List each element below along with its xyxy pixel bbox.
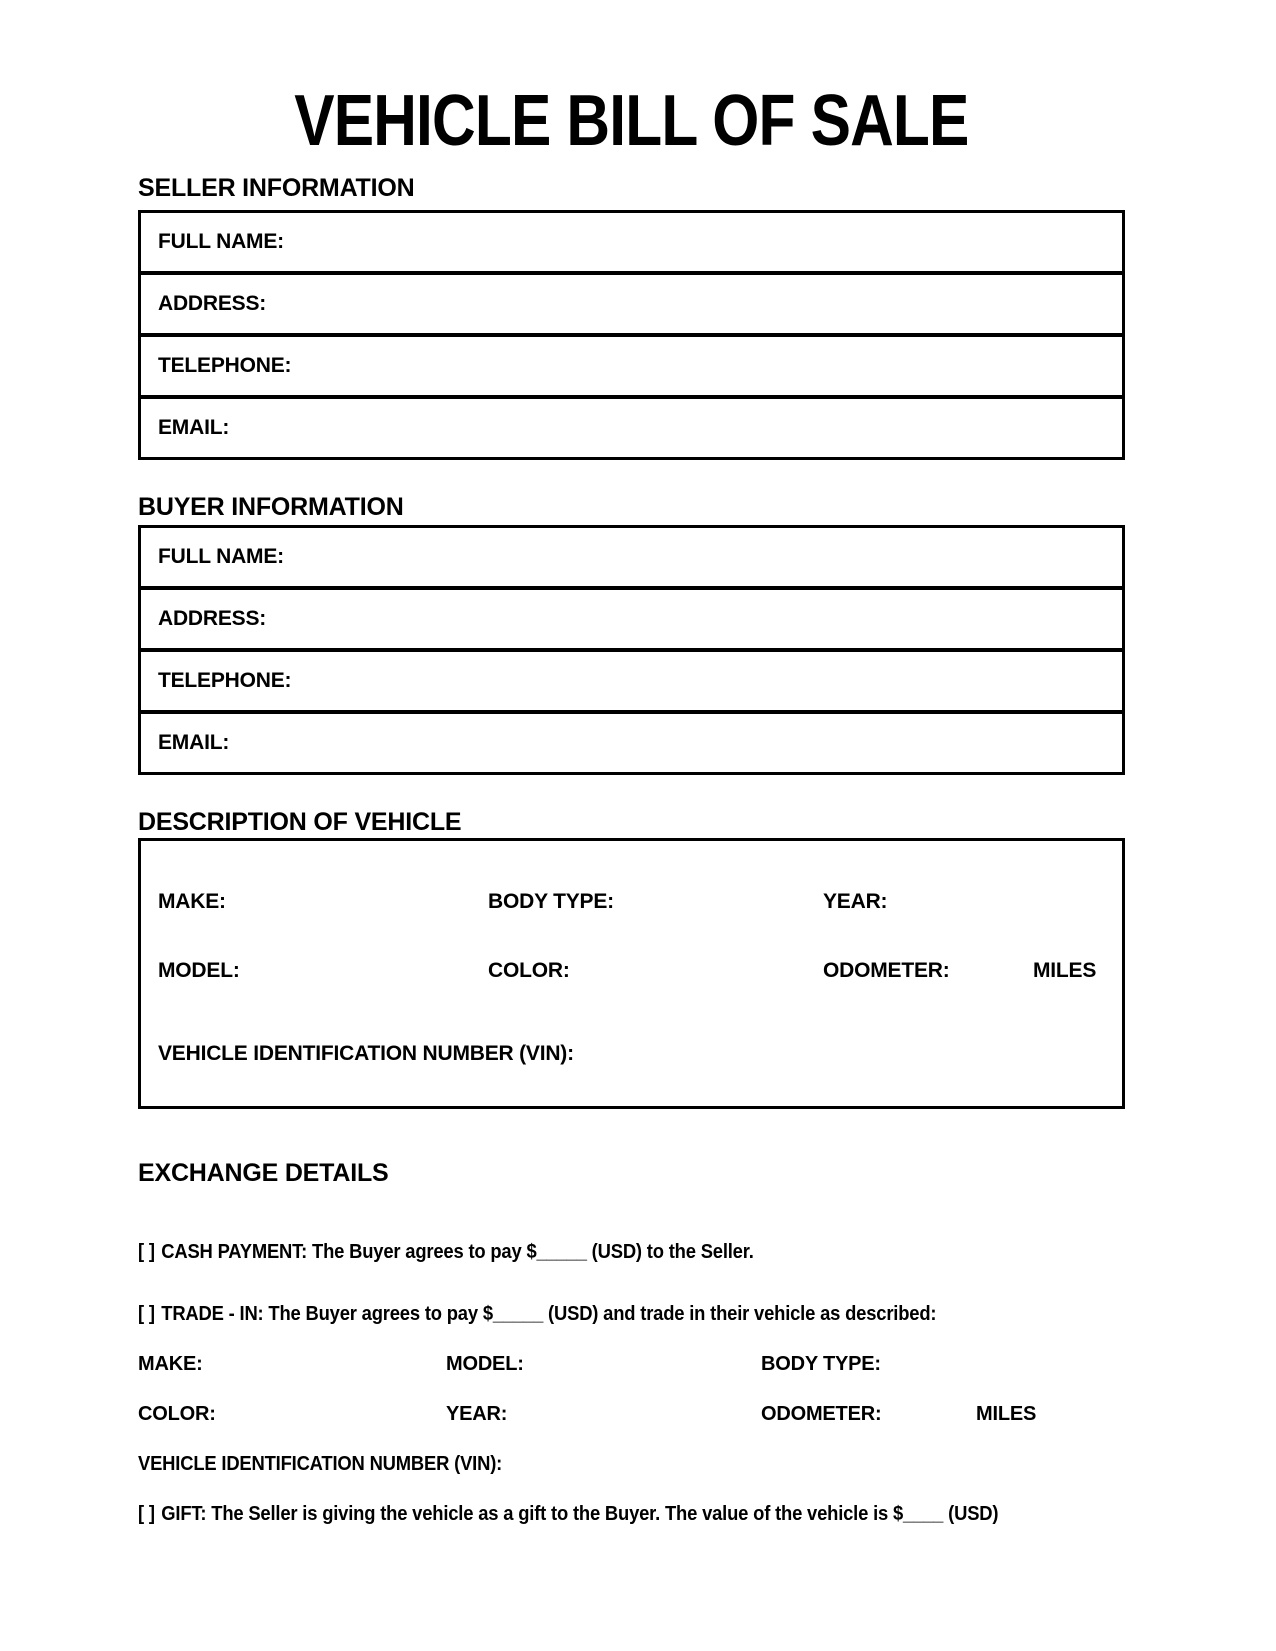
trade-make-field[interactable] xyxy=(138,1352,446,1376)
trade-model-field[interactable] xyxy=(446,1352,761,1376)
trade-vin-field[interactable] xyxy=(138,1452,1125,1476)
email-label: EMAIL: xyxy=(158,416,230,439)
full-name-label: FULL NAME: xyxy=(158,230,284,253)
year-label: YEAR: xyxy=(446,1403,508,1425)
seller-fields-box xyxy=(138,210,1125,460)
vehicle-row1-spacer xyxy=(1033,890,1122,914)
year-label: YEAR: xyxy=(823,890,888,913)
buyer-address-field[interactable] xyxy=(138,587,1125,651)
telephone-value[interactable] xyxy=(291,652,1122,710)
telephone-label: TELEPHONE: xyxy=(158,354,292,377)
gift-option xyxy=(138,1502,1125,1526)
seller-address-field[interactable] xyxy=(138,272,1125,336)
seller-section-heading: SELLER INFORMATION xyxy=(138,174,415,202)
buyer-email-field[interactable] xyxy=(138,711,1125,775)
trade-in-option xyxy=(138,1302,1125,1326)
address-label: ADDRESS: xyxy=(158,607,267,630)
vehicle-odometer-field[interactable] xyxy=(823,959,1033,983)
buyer-telephone-field[interactable] xyxy=(138,649,1125,713)
full-name-label: FULL NAME: xyxy=(158,545,284,568)
full-name-value[interactable] xyxy=(284,528,1122,586)
trade-vehicle-row-1 xyxy=(138,1352,1125,1376)
seller-email-field[interactable] xyxy=(138,396,1125,460)
cash-payment-checkbox[interactable]: [ ] xyxy=(138,1241,155,1263)
vin-label: VEHICLE IDENTIFICATION NUMBER (VIN): xyxy=(158,1042,574,1065)
trade-year-field[interactable] xyxy=(446,1402,761,1426)
model-label: MODEL: xyxy=(446,1353,524,1375)
vehicle-row-1 xyxy=(158,890,1122,914)
gift-text: GIFT: The Seller is giving the vehicle as a gift to the Buyer. The value of the vehicle is $____ (USD) xyxy=(161,1503,999,1525)
cash-payment-option xyxy=(138,1240,1125,1264)
vehicle-make-field[interactable] xyxy=(158,890,488,914)
vehicle-vin-field[interactable] xyxy=(158,1042,1122,1068)
address-value[interactable] xyxy=(266,275,1122,333)
document-body xyxy=(138,0,1125,1651)
trade-body-type-field[interactable] xyxy=(761,1352,976,1376)
vehicle-model-field[interactable] xyxy=(158,959,488,983)
buyer-fields-box xyxy=(138,525,1125,775)
trade-in-text: TRADE - IN: The Buyer agrees to pay $_____ (USD) and trade in their vehicle as described: xyxy=(161,1303,937,1325)
color-label: COLOR: xyxy=(138,1403,216,1425)
full-name-value[interactable] xyxy=(284,213,1122,271)
trade-vehicle-row-2 xyxy=(138,1402,1125,1426)
trade-miles-label xyxy=(976,1402,1125,1426)
email-label: EMAIL: xyxy=(158,731,230,754)
email-value[interactable] xyxy=(229,399,1122,457)
telephone-value[interactable] xyxy=(291,337,1122,395)
email-value[interactable] xyxy=(229,714,1122,772)
exchange-section-heading: EXCHANGE DETAILS xyxy=(138,1159,389,1187)
address-value[interactable] xyxy=(266,590,1122,648)
vehicle-body-type-field[interactable] xyxy=(488,890,823,914)
vin-label: VEHICLE IDENTIFICATION NUMBER (VIN): xyxy=(138,1453,503,1475)
gift-checkbox[interactable]: [ ] xyxy=(138,1503,155,1525)
trade-in-checkbox[interactable]: [ ] xyxy=(138,1303,155,1325)
trade-row1-spacer xyxy=(976,1352,1125,1376)
model-label: MODEL: xyxy=(158,959,240,982)
color-label: COLOR: xyxy=(488,959,570,982)
vehicle-section-heading: DESCRIPTION OF VEHICLE xyxy=(138,808,462,836)
miles-label: MILES xyxy=(976,1403,1037,1425)
odometer-label: ODOMETER: xyxy=(761,1403,882,1425)
trade-odometer-field[interactable] xyxy=(761,1402,976,1426)
trade-color-field[interactable] xyxy=(138,1402,446,1426)
vehicle-row-2 xyxy=(158,959,1122,983)
odometer-label: ODOMETER: xyxy=(823,959,950,982)
body-type-label: BODY TYPE: xyxy=(761,1353,881,1375)
seller-telephone-field[interactable] xyxy=(138,334,1125,398)
buyer-full-name-field[interactable] xyxy=(138,525,1125,589)
miles-label: MILES xyxy=(1033,959,1097,982)
seller-full-name-field[interactable] xyxy=(138,210,1125,274)
vehicle-year-field[interactable] xyxy=(823,890,1033,914)
address-label: ADDRESS: xyxy=(158,292,267,315)
page-title: VEHICLE BILL OF SALE xyxy=(294,81,969,161)
make-label: MAKE: xyxy=(138,1353,203,1375)
vehicle-color-field[interactable] xyxy=(488,959,823,983)
vehicle-description-box xyxy=(138,838,1125,1109)
body-type-label: BODY TYPE: xyxy=(488,890,614,913)
buyer-section-heading: BUYER INFORMATION xyxy=(138,493,404,521)
cash-payment-text: CASH PAYMENT: The Buyer agrees to pay $_____ (USD) to the Seller. xyxy=(161,1241,754,1263)
telephone-label: TELEPHONE: xyxy=(158,669,292,692)
make-label: MAKE: xyxy=(158,890,226,913)
vehicle-miles-label xyxy=(1033,959,1122,983)
